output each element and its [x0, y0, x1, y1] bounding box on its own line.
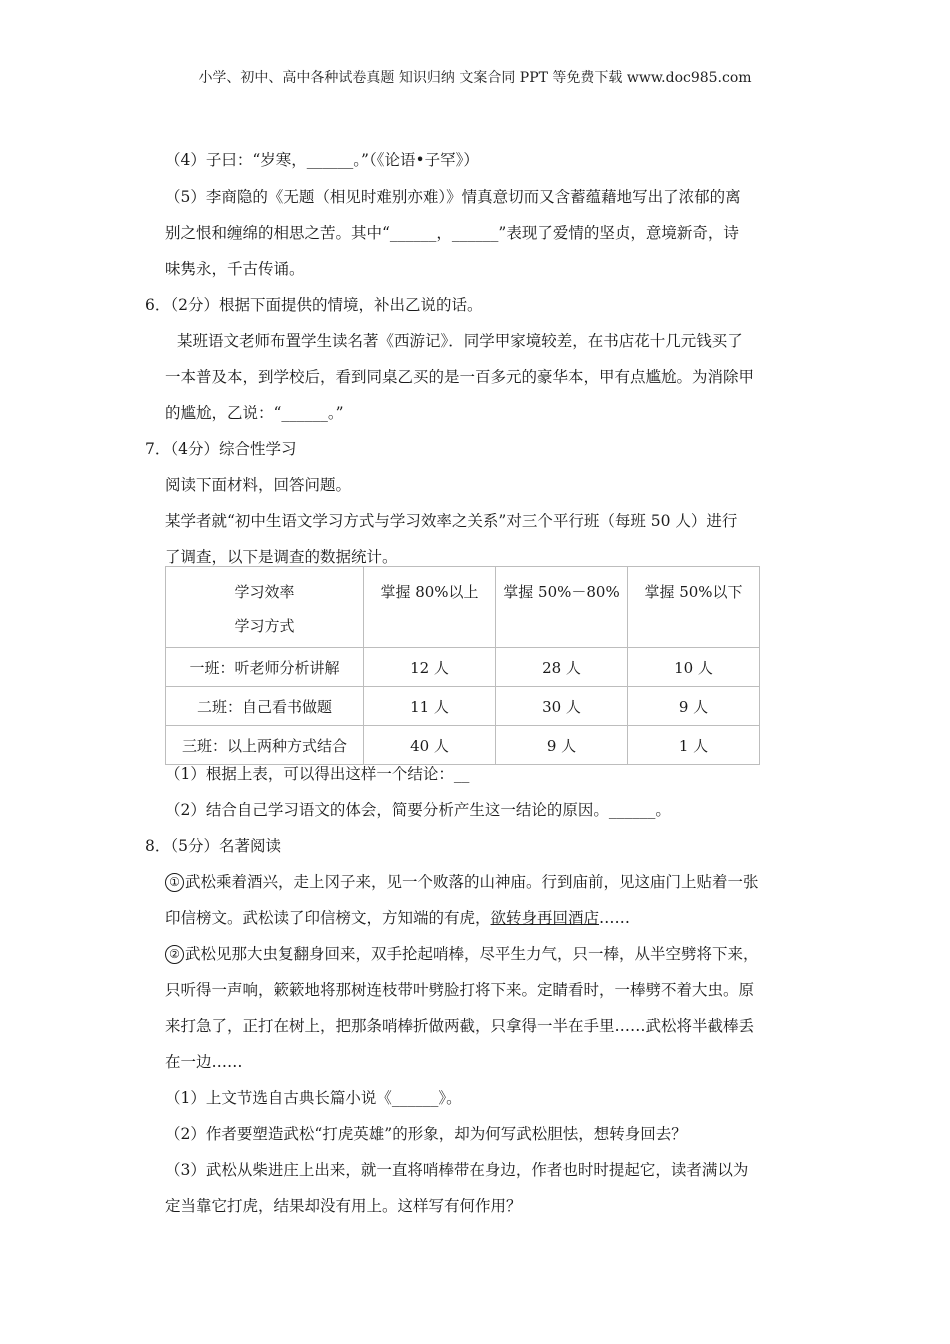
survey-table [165, 566, 760, 765]
table-cell: 11 人 [364, 687, 496, 726]
corner-top-label: 学习效率 [234, 583, 295, 601]
table-col-header: 掌握 80%以上 [364, 567, 496, 648]
page-header: 小学、初中、高中各种试卷真题 知识归纳 文案合同 PPT 等免费下载 www.doc985.com [198, 70, 752, 86]
table-cell: 1 人 [628, 726, 760, 765]
q7-line2: 了调查，以下是调查的数据统计。 [165, 548, 398, 566]
table-row [166, 726, 760, 765]
q5-item-4: （4）子曰：“岁寒，______。”（《论语•子罕》） [165, 151, 479, 169]
q5-item-5-line1: （5）李商隐的《无题（相见时难别亦难）》情真意切而又含蓄蕴藉地写出了浓郁的离 [165, 188, 741, 206]
table-row [166, 687, 760, 726]
table-cell: 9 人 [496, 726, 628, 765]
q6-line2: 一本普及本，到学校后，看到同桌乙买的是一百多元的豪华本，甲有点尴尬。为消除甲 [165, 368, 755, 386]
table-cell: 10 人 [628, 648, 760, 687]
q8-title: 8．（5分）名著阅读 [145, 837, 281, 855]
table-cell: 12 人 [364, 648, 496, 687]
table-cell: 28 人 [496, 648, 628, 687]
q5-item-5-line3: 味隽永，千古传诵。 [165, 260, 305, 278]
q6-line1: 某班语文老师布置学生读名著《西游记》．同学甲家境较差，在书店花十几元钱买了 [177, 332, 743, 350]
q8-sub3-line1: （3）武松从柴进庄上出来，就一直将哨棒带在身边，作者也时时提起它，读者满以为 [165, 1161, 749, 1179]
circled-number-2: ② [165, 945, 184, 964]
table-col-header: 掌握 50%以下 [628, 567, 760, 648]
q8-sub1: （1）上文节选自古典长篇小说《______》。 [165, 1089, 462, 1107]
q8-passage1-line1: ① 武松乘着酒兴，走上冈子来，见一个败落的山神庙。行到庙前，见这庙门上贴着一张 [165, 872, 759, 892]
table-row [166, 648, 760, 687]
table-col-header: 掌握 50%－80% [496, 567, 628, 648]
q8-passage2-line1: ② 武松见那大虫复翻身回来，双手抡起哨棒，尽平生力气，只一棒，从半空劈将下来， [165, 944, 759, 964]
q7-sub1: （1）根据上表，可以得出这样一个结论：__ [165, 765, 470, 783]
q7-title: 7．（4分）综合性学习 [145, 440, 297, 458]
table-cell: 9 人 [628, 687, 760, 726]
q5-item-5-line2: 别之恨和缠绵的相思之苦。其中“______，______”表现了爱情的坚贞，意境新奇，诗 [165, 224, 739, 242]
q8-passage2-line4: 在一边…… [165, 1053, 243, 1071]
q7-sub2: （2）结合自己学习语文的体会，简要分析产生这一结论的原因。______。 [165, 801, 671, 819]
q8-passage2-line3: 来打急了，正打在树上，把那条哨棒折做两截，只拿得一半在手里……武松将半截棒丢 [165, 1017, 755, 1035]
q6-title: 6．（2分）根据下面提供的情境，补出乙说的话。 [145, 296, 483, 314]
q8-sub2: （2）作者要塑造武松“打虎英雄”的形象，却为何写武松胆怯，想转身回去？ [165, 1125, 687, 1143]
underlined-phrase: 欲转身再回酒店 [490, 909, 600, 927]
table-row-label: 三班：以上两种方式结合 [166, 726, 364, 765]
table-row-label: 一班：听老师分析讲解 [166, 648, 364, 687]
circled-number-1: ① [165, 873, 184, 892]
corner-bottom-label: 学习方式 [234, 617, 295, 635]
table-header-row [166, 567, 760, 648]
q7-intro: 阅读下面材料，回答问题。 [165, 476, 352, 494]
q8-sub3-line2: 定当靠它打虎，结果却没有用上。这样写有何作用？ [165, 1197, 522, 1215]
q8-passage2-line2: 只听得一声响，簌簌地将那树连枝带叶劈脸打将下来。定睛看时，一棒劈不着大虫。原 [165, 981, 755, 999]
q7-line1: 某学者就“初中生语文学习方式与学习效率之关系”对三个平行班（每班 50 人）进行 [165, 512, 738, 530]
table-cell: 30 人 [496, 687, 628, 726]
q6-line3: 的尴尬，乙说：“______。” [165, 404, 344, 422]
table-row-label: 二班：自己看书做题 [166, 687, 364, 726]
table-corner-cell [166, 567, 364, 648]
q8-passage1-line2: 印信榜文。武松读了印信榜文，方知端的有虎，欲转身再回酒店…… [165, 909, 631, 927]
table-cell: 40 人 [364, 726, 496, 765]
